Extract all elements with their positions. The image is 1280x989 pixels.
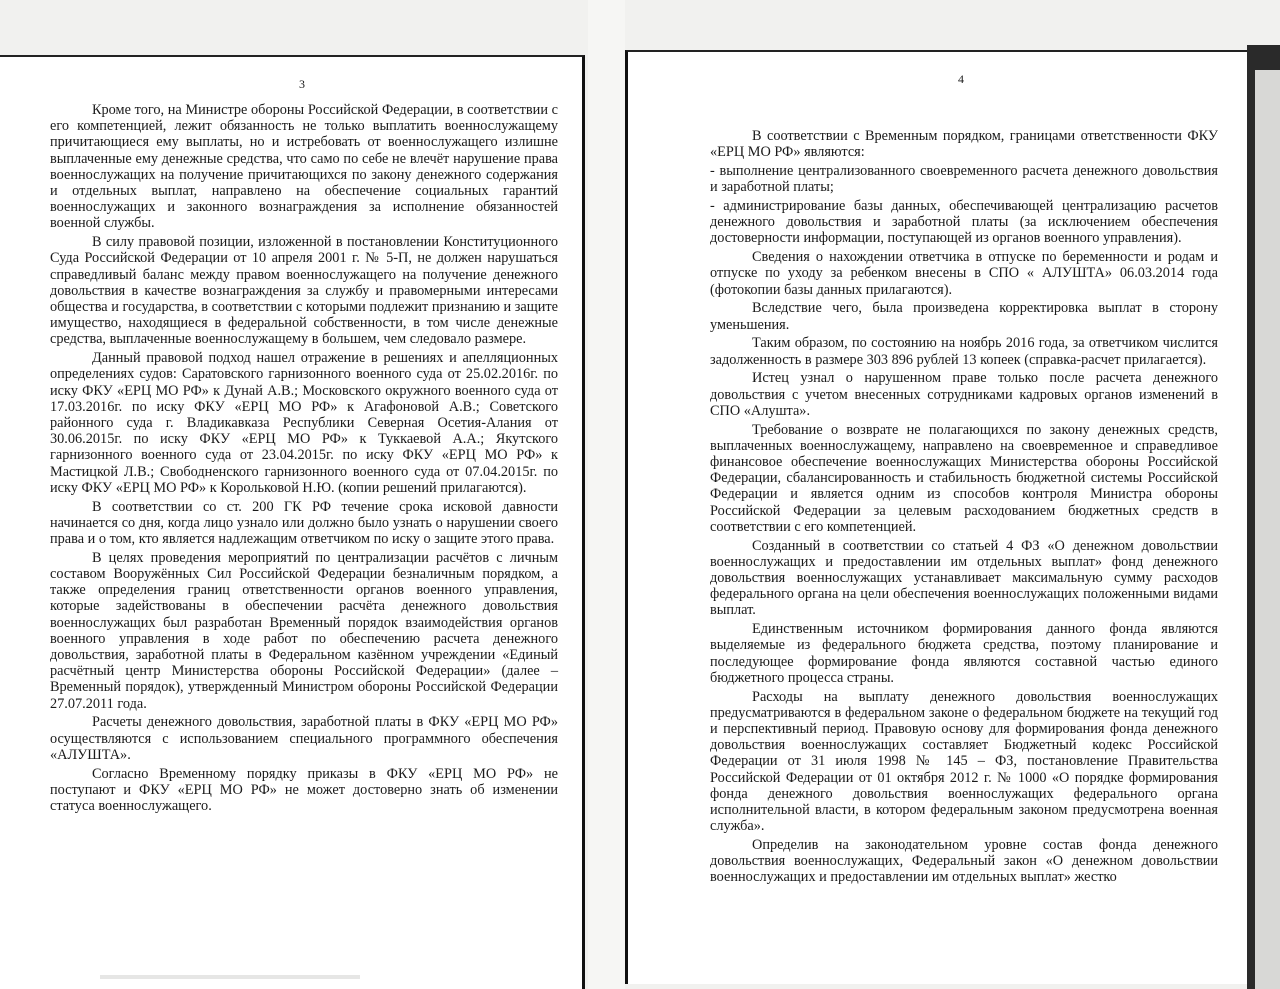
- paragraph: - администрирование базы данных, обеспечивающей централизацию расчетов денежного довольствия и заработной платы (за исключением обеспечения достоверности информации, поступающей из органов военного управления).: [710, 198, 1218, 247]
- page-gap: [588, 0, 625, 989]
- paragraph: Согласно Временному порядку приказы в ФКУ «ЕРЦ МО РФ» не поступают и ФКУ «ЕРЦ МО РФ» не может достоверно знать об изменении статуса военнослужащего.: [50, 765, 558, 815]
- paragraph: Определив на законодательном уровне состав фонда денежного довольствия военнослужащих, Федеральный закон «О денежном довольствии военнослужащих и предоставлении им отдельных выплат» жестко: [710, 837, 1218, 886]
- paragraph: Вследствие чего, была произведена корректировка выплат в сторону уменьшения.: [710, 300, 1218, 333]
- paragraph: Истец узнал о нарушенном праве только после расчета денежного довольствия с учетом внесенных сотрудниками кадровых органов изменений в СПО «Алушта».: [710, 370, 1218, 419]
- right-page-text: [710, 128, 1218, 888]
- paragraph: Расчеты денежного довольствия, заработной платы в ФКУ «ЕРЦ МО РФ» осуществляются с использованием специального программного обеспечения «АЛУШТА».: [50, 714, 558, 763]
- paragraph: Кроме того, на Министре обороны Российской Федерации, в соответствии с его компетенцией, лежит обязанность не только выплатить военнослужащему причитающиеся ему выплаты, но и истребовать от военнослужащего излишне выплаченные ему денежные средства, что само по себе не влечёт нарушение права военнослужащих на получение причитающихся по закону денежного содержания и отдельных выплат, направлено на обеспечение социальных гарантий военнослужащих и законного вознаграждения за исполнение обязанностей военной службы.: [50, 102, 558, 232]
- paragraph: Сведения о нахождении ответчика в отпуске по беременности и родам и отпуске по уходу за ребенком внесены в СПО « АЛУШТА» 06.03.2014 года (фотокопии базы данных прилагаются).: [710, 249, 1218, 298]
- paragraph: Таким образом, по состоянию на ноябрь 2016 года, за ответчиком числится задолженность в размере 303 896 рублей 13 копеек (справка-расчет прилагается).: [710, 335, 1218, 368]
- paragraph: Требование о возврате не полагающихся по закону денежных средств, выплаченных военнослужащему, направлено на своевременное и справедливое финансовое обеспечение военнослужащих Министерства обороны Российской Федерации, сбалансированность и стабильность бюджетной системы Российской Федерации и является одним из способов контроля Министра обороны Российской Федерации за целевым расходованием бюджетных средств в соответствии с его компетенцией.: [710, 421, 1218, 535]
- left-page-text: [50, 102, 558, 817]
- paragraph: Расходы на выплату денежного довольствия военнослужащих предусматриваются в федеральном законе о федеральном бюджете на текущий год и перспективный период. Правовую основу для формирования фонда денежного довольствия военнослужащих составляет Бюджетный кодекс Российской Федерации от 31 июля 1998 № 145 – ФЗ, постановление Правительства Российской Федерации от 01 октября 2012 г. № 1000 «О порядке формирования фонда денежного довольствия военнослужащих федерального органа исполнительной власти, в котором федеральным законом предусмотрена военная служба».: [710, 688, 1218, 835]
- left-page: [0, 55, 585, 989]
- scan-smudge: [100, 975, 360, 979]
- paragraph: В соответствии с Временным порядком, границами ответственности ФКУ «ЕРЦ МО РФ» являются:: [710, 128, 1218, 161]
- page-number: 4: [958, 72, 964, 86]
- paragraph: Созданный в соответствии со статьей 4 ФЗ «О денежном довольствии военнослужащих и предоставлении им отдельных выплат» фонд денежного довольствия военнослужащих устанавливает максимальную сумму расходов федерального органа на цели обеспечения военнослужащих положенными видами выплат.: [710, 537, 1218, 619]
- page-number: 3: [299, 77, 305, 91]
- right-page: [625, 50, 1247, 984]
- paragraph: В соответствии со ст. 200 ГК РФ течение срока исковой давности начинается со дня, когда лицо узнало или должно было узнать о нарушении своего права и о том, кто является надлежащим ответчиком по иску о защите этого права.: [50, 498, 558, 548]
- paragraph: В целях проведения мероприятий по централизации расчётов с личным составом Вооружённых Сил Российской Федерации безналичным порядком, а также определения границ ответственности органов военного управления, которые задействованы в обеспечении расчёта денежного довольствия военнослужащих был разработан Временный порядок взаимодействия органов военного управления в ходе работ по обеспечению расчета денежного довольствия, заработной платы в Федеральном казённом учреждении «Единый расчётный центр Министерства обороны Российской Федерации» (далее – Временный порядок), утвержденный Министром обороны Российской Федерации 27.07.2011 года.: [50, 549, 558, 712]
- scan-edge: [1255, 70, 1280, 989]
- paragraph: В силу правовой позиции, изложенной в постановлении Конституционного Суда Российской Федерации от 10 апреля 2001 г. № 5-П, не должен нарушаться справедливый баланс между правом военнослужащего на получение денежного довольствия в качестве вознаграждения за службу и правомерными интересами общества и государства, в соответствии с которыми подлежит признанию и защите имущество, находящиеся в федеральной собственности, в том числе денежные средства, выплаченные военнослужащему в большем, чем следовало размере.: [50, 234, 558, 348]
- paragraph: Единственным источником формирования данного фонда являются выделяемые из федерального бюджета средства, поэтому планирование и последующее формирование фонда являются составной частью единого бюджетного процесса страны.: [710, 621, 1218, 686]
- paragraph: - выполнение централизованного своевременного расчета денежного довольствия и заработной платы;: [710, 163, 1218, 196]
- paragraph: Данный правовой подход нашел отражение в решениях и апелляционных определениях судов: Саратовского гарнизонного военного суда от 25.02.2016г. по иску ФКУ «ЕРЦ МО РФ» к Дунай А.В.; Московского окружного военного суда от 17.03.2016г. по иску ФКУ «ЕРЦ МО РФ» к Агафоновой А.В.; Советского районного суда г. Владикавказа Республики Северная Осетия-Алания от 30.06.2015г. по иску ФКУ «ЕРЦ МО РФ» к Туккаевой А.А.; Якутского гарнизонного военного суда от 23.04.2015г. по иску ФКУ «ЕРЦ МО РФ» к Мастицкой Л.В.; Свободненского гарнизонного военного суда от 07.04.2015г. по иску ФКУ «ЕРЦ МО РФ» к Корольковой Н.Ю. (копии решений прилагаются).: [50, 350, 558, 496]
